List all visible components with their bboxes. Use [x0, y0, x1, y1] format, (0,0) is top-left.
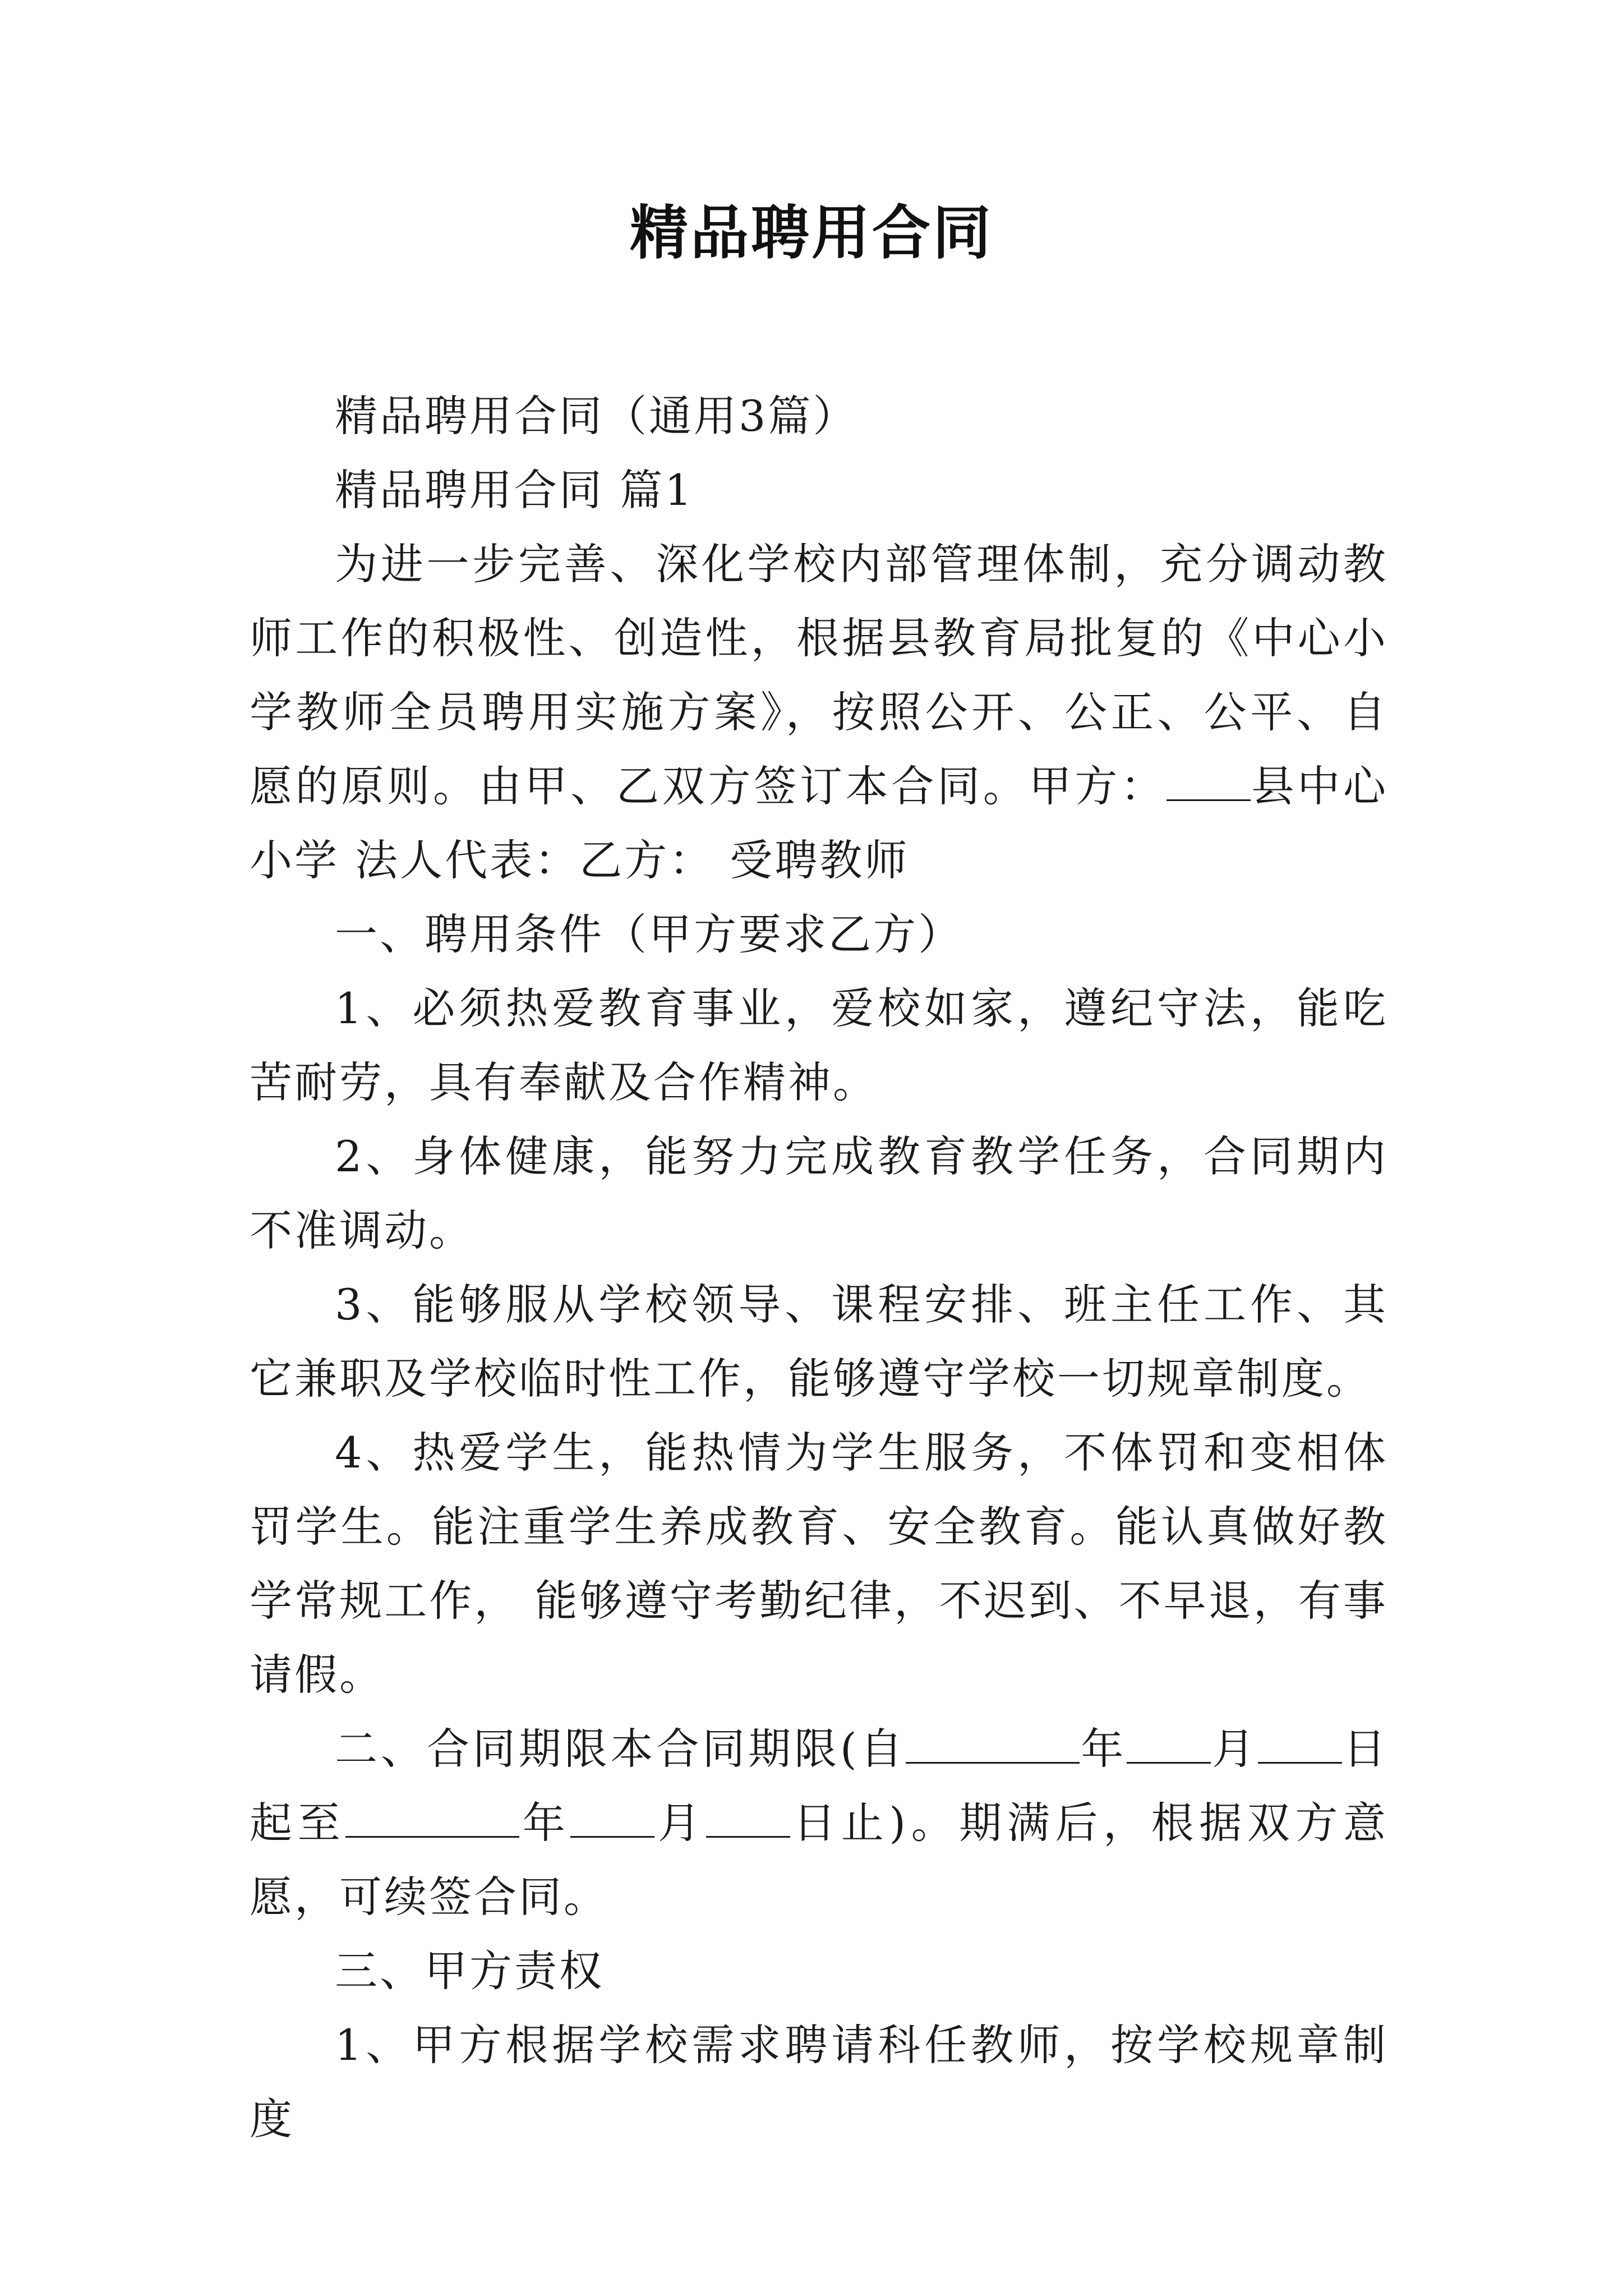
blank-line [1258, 1727, 1342, 1764]
section-heading: 精品聘用合同 篇1 [335, 465, 694, 515]
clause-2-end: 日止)。期满后，根据双方意愿，可续签合同。 [250, 1798, 1389, 1922]
clause-1-item-3: 3、能够服从学校领导、课程安排、班主任工作、其它兼职及学校临时性工作，能够遵守学校一切规章制度。 [250, 1280, 1388, 1404]
clause-2-to: 起至 [250, 1798, 346, 1848]
clause-1-item-2: 2、身体健康，能努力完成教育教学任务，合同期内不准调动。 [250, 1131, 1388, 1255]
clause-3-item-1: 1、甲方根据学校需求聘请科任教师，按学校规章制度 [250, 2020, 1388, 2144]
blank-line [706, 1801, 790, 1838]
clause-2-year: 年 [1080, 1724, 1127, 1774]
clause-2-year-2: 年 [519, 1798, 571, 1848]
blank-line [1166, 765, 1251, 801]
document-body [250, 379, 1388, 2156]
clause-2-month-2: 月 [654, 1798, 706, 1848]
clause-2-month: 月 [1211, 1724, 1258, 1774]
clause-1-item-1: 1、必须热爱教育事业，爱校如家，遵纪守法，能吃苦耐劳，具有奉献及合作精神。 [250, 983, 1388, 1107]
blank-line [345, 1801, 519, 1838]
clause-3-heading: 三、甲方责权 [335, 1946, 604, 1996]
clause-1-heading: 一、聘用条件（甲方要求乙方） [335, 909, 963, 959]
preamble-text-1: 为进一步完善、深化学校内部管理体制，充分调动教师工作的积极性、创造性，根据县教育局批复的《中心小学教师全员聘用实施方案》，按照公开、公正、公平、自愿的原则。由甲、乙双方签订本合同。甲方： [250, 539, 1388, 811]
clause-2-paragraph [250, 1712, 1388, 1934]
document-title: 精品聘用合同 [629, 199, 993, 267]
clause-1-item-4: 4、热爱学生，能热情为学生服务，不体罚和变相体罚学生。能注重学生养成教育、安全教育。能认真做好教学常规工作， 能够遵守考勤纪律，不迟到、不早退，有事请假。 [250, 1428, 1388, 1700]
blank-line [570, 1801, 654, 1838]
blank-line [906, 1727, 1080, 1764]
preamble-text-2: 县中心小学 法人代表：乙方： 受聘教师 [250, 761, 1389, 885]
preamble-paragraph [250, 527, 1388, 898]
clause-2-text-start: 二、合同期限本合同期限(自 [335, 1724, 906, 1774]
clause-2-day: 日 [1342, 1724, 1389, 1774]
blank-line [1127, 1727, 1211, 1764]
subtitle: 精品聘用合同（通用3篇） [335, 391, 858, 441]
